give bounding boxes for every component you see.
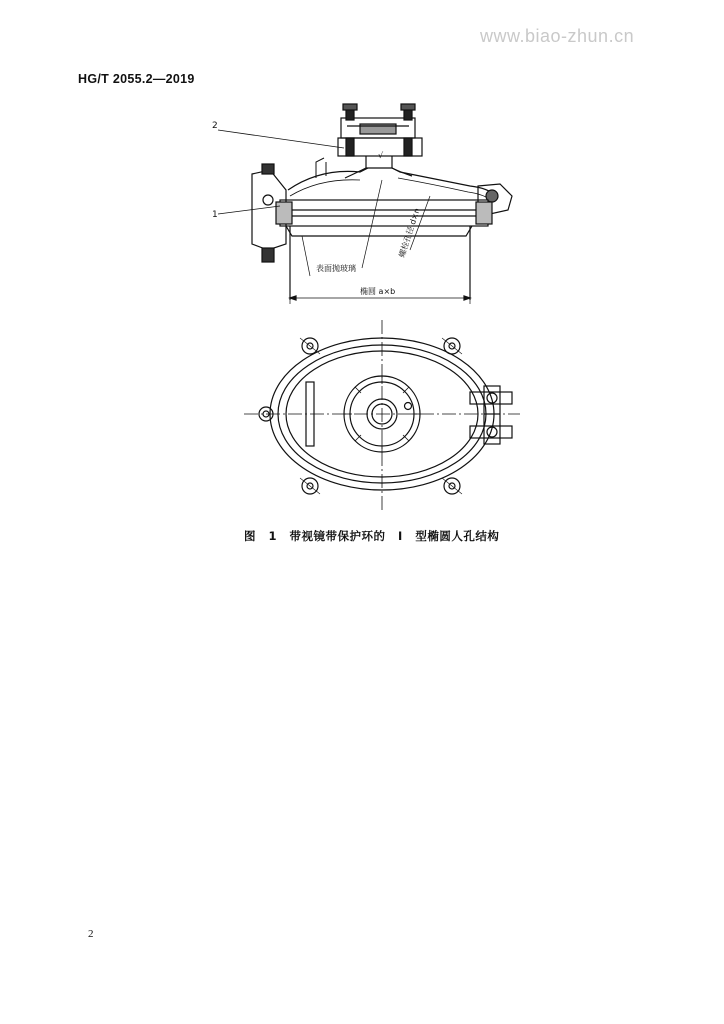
callout-2: 2 — [212, 121, 218, 131]
plan-hinge — [470, 386, 512, 444]
bolt-ear-bottom-left — [300, 478, 320, 494]
dimension-label: 椭圆 a×b — [360, 287, 396, 296]
roughness-mark: √ — [378, 151, 384, 160]
figure-label: 图 1 — [244, 529, 278, 543]
bolt-ear-bottom-right — [442, 478, 462, 494]
watermark: www.biao-zhun.cn — [480, 26, 635, 46]
callout-line-2 — [218, 130, 344, 148]
sight-glass-bolt-left — [343, 104, 357, 156]
page-number: 2 — [88, 928, 94, 940]
callout-line-1 — [218, 206, 280, 214]
callout-1: 1 — [212, 210, 218, 220]
figure-title: 带视镜带保护环的 I 型椭圆人孔结构 — [289, 529, 500, 543]
bolt-spec-label: 螺栓孔径 d×n — [397, 206, 422, 259]
standard-code: HG/T 2055.2—2019 — [78, 72, 195, 86]
cover-dome — [288, 168, 496, 196]
surface-finish-label: 表面抛玻璃 — [316, 264, 356, 273]
main-flange — [280, 200, 488, 226]
figure-caption — [244, 528, 499, 544]
bolt-ear-top-left — [300, 338, 320, 354]
sight-glass-bolt-right — [401, 104, 415, 156]
